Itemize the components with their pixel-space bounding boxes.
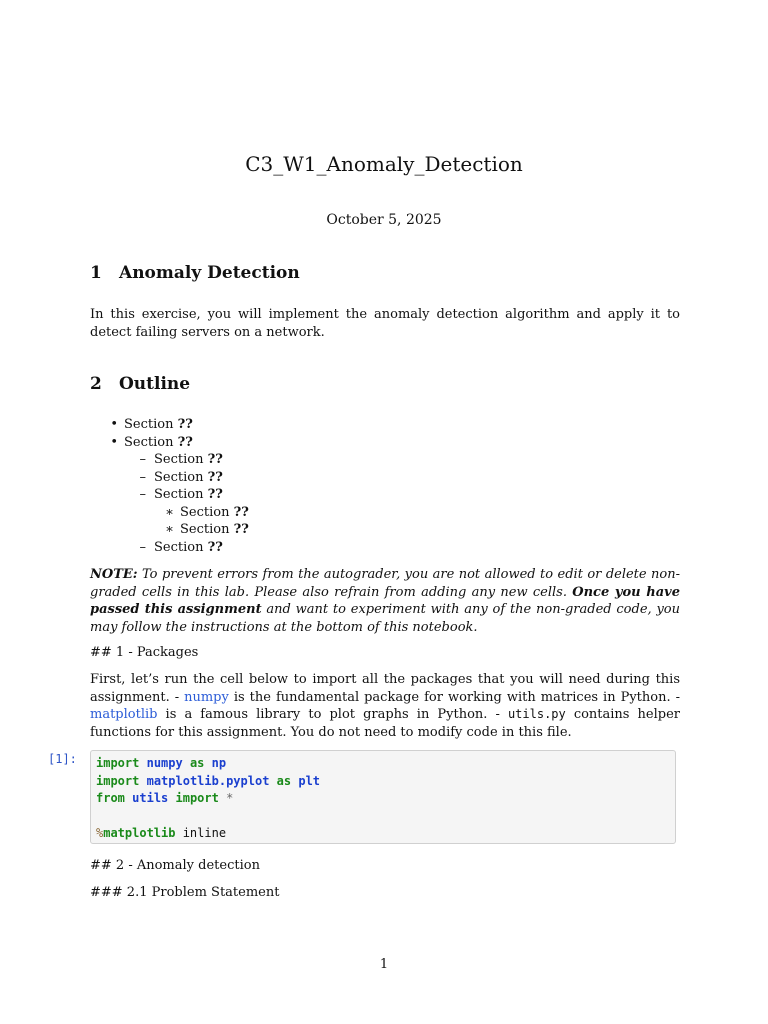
- code-line: [96, 773, 670, 791]
- outline-subitem: [90, 486, 249, 504]
- anomaly-heading: ## 2 - Anomaly detection: [90, 858, 260, 873]
- outline-item-label: Section: [180, 504, 230, 520]
- outline-item-ref[interactable]: ??: [207, 452, 223, 467]
- code-line: [96, 755, 670, 773]
- matplotlib-link[interactable]: matplotlib: [90, 707, 158, 722]
- star-marker: ∗: [165, 522, 174, 537]
- outline-item-label: Section: [154, 452, 204, 467]
- bullet-marker: •: [110, 417, 118, 432]
- intro-paragraph: In this exercise, you will implement the anomaly detection algorithm and apply it to detect failing servers on a network.: [90, 307, 680, 340]
- packages-paragraph: [90, 671, 680, 741]
- section-number: 1: [90, 263, 102, 283]
- packages-text: is a famous library to plot graphs in Python. -: [157, 707, 508, 722]
- section-number: 2: [90, 374, 102, 394]
- code-magic-arg: inline: [175, 826, 227, 840]
- code-cell[interactable]: [90, 750, 676, 844]
- code-keyword: as: [189, 756, 205, 770]
- outline-item: [90, 416, 249, 434]
- dash-marker: –: [139, 469, 146, 485]
- code-keyword: import: [175, 791, 219, 805]
- outline-item-ref[interactable]: ??: [177, 417, 193, 432]
- outline-list: [90, 416, 249, 556]
- code-magic-percent: %: [96, 826, 104, 840]
- code-keyword: import: [96, 756, 140, 770]
- section-title: Anomaly Detection: [119, 263, 300, 283]
- outline-subitem: [90, 469, 249, 487]
- outline-subsubitem: [90, 504, 249, 522]
- outline-item-ref[interactable]: ??: [207, 487, 223, 502]
- outline-subitem: [90, 451, 249, 469]
- section-heading-outline: [90, 374, 190, 394]
- utils-code: utils.py: [507, 707, 566, 721]
- code-keyword: import: [96, 773, 140, 788]
- outline-item-ref[interactable]: ??: [233, 522, 249, 537]
- outline-item-label: Section: [124, 434, 174, 450]
- dash-marker: –: [139, 487, 146, 502]
- section-title: Outline: [119, 374, 191, 394]
- code-line: [96, 825, 670, 843]
- outline-item-label: Section: [124, 417, 174, 432]
- section-heading-anomaly-detection: [90, 263, 300, 283]
- packages-text: contains helper functions for this assignment. You do not need to modify code in this file.: [90, 707, 681, 740]
- star-marker: ∗: [165, 504, 174, 520]
- packages-text: is the fundamental package for working with matrices in Python. -: [228, 689, 680, 705]
- code-keyword: from: [96, 791, 125, 805]
- outline-item-label: Section: [154, 487, 204, 502]
- note-text: To prevent errors from the autograder, you are not allowed to edit or delete non-graded cells in this lab. Please also refrain from adding any new cells.: [90, 567, 680, 600]
- code-blank-line: [96, 808, 670, 826]
- page-number: 1: [379, 957, 389, 972]
- code-module: utils: [132, 791, 169, 805]
- outline-subitem: [90, 539, 249, 557]
- numpy-link[interactable]: numpy: [184, 689, 229, 705]
- outline-item-ref[interactable]: ??: [207, 539, 223, 555]
- code-alias: plt: [298, 773, 321, 788]
- code-magic: matplotlib: [103, 826, 176, 840]
- dash-marker: –: [139, 452, 146, 467]
- code-keyword: as: [276, 773, 292, 788]
- outline-item-ref[interactable]: ??: [207, 469, 223, 485]
- code-module: matplotlib.pyplot: [146, 773, 270, 788]
- code-line: [96, 790, 670, 808]
- outline-subsubitem: [90, 521, 249, 539]
- code-alias: np: [211, 756, 227, 770]
- note-label: NOTE:: [90, 567, 138, 582]
- document-title: C3_W1_Anomaly_Detection: [245, 152, 523, 176]
- packages-heading: ## 1 - Packages: [90, 645, 199, 660]
- note-text-end: and want to experiment with any of the non-graded code, you may follow the instructions at the bottom of this notebook.: [90, 602, 680, 635]
- outline-item-label: Section: [180, 522, 230, 537]
- code-operator: *: [226, 791, 234, 805]
- problem-heading: ### 2.1 Problem Statement: [90, 885, 280, 900]
- note-paragraph: [90, 566, 680, 636]
- note-bold-text: Once you have passed this assignment: [90, 584, 681, 617]
- outline-item-ref[interactable]: ??: [177, 434, 193, 450]
- packages-text: First, let’s run the cell below to import all the packages that you will need during this assignment. -: [90, 672, 680, 705]
- bullet-marker: •: [110, 434, 118, 450]
- dash-marker: –: [139, 539, 146, 555]
- outline-item: [90, 434, 249, 452]
- code-module: numpy: [146, 756, 183, 770]
- outline-item-label: Section: [154, 539, 204, 555]
- document-date: October 5, 2025: [326, 212, 442, 228]
- outline-item-ref[interactable]: ??: [233, 504, 249, 520]
- cell-prompt: [1]:: [48, 752, 77, 766]
- outline-item-label: Section: [154, 469, 204, 485]
